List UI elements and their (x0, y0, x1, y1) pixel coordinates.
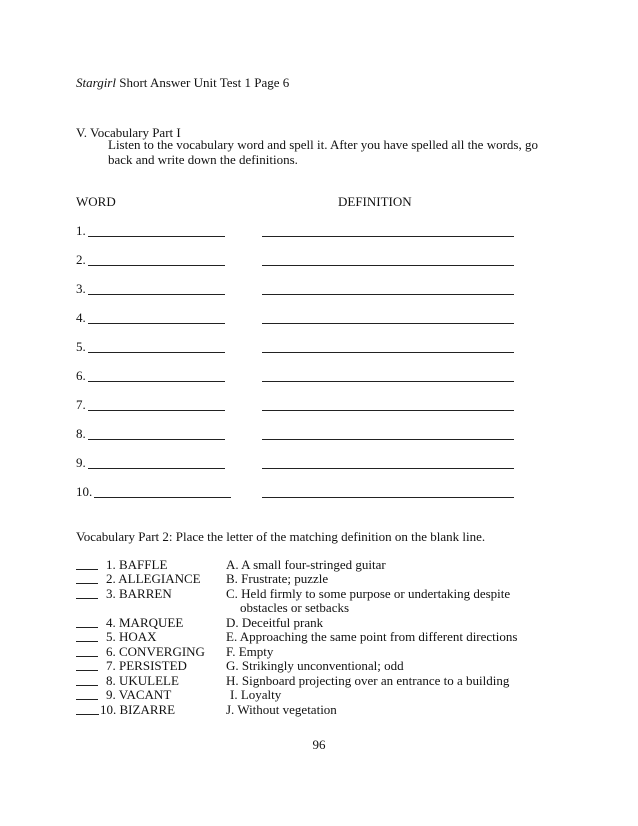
word-blank[interactable] (88, 381, 225, 382)
page-title (76, 76, 289, 91)
definition: J. Without vegetation (226, 702, 337, 717)
answer-blank[interactable] (76, 569, 98, 570)
definition: G. Strikingly unconventional; odd (226, 658, 404, 673)
answer-blank[interactable] (76, 656, 98, 657)
answer-blank[interactable] (76, 699, 98, 700)
word-blank[interactable] (94, 497, 231, 498)
matching-row (76, 558, 536, 572)
vocab-row (76, 456, 516, 474)
word-blank[interactable] (88, 468, 225, 469)
term: 8. UKULELE (106, 673, 179, 688)
item-number: 2. (76, 252, 86, 267)
page-number: 96 (312, 737, 326, 752)
answer-blank[interactable] (76, 598, 98, 599)
vocab-row (76, 369, 516, 387)
word-blank[interactable] (88, 323, 225, 324)
word-blank[interactable] (88, 410, 225, 411)
test-title: Short Answer Unit Test 1 Page 6 (115, 75, 290, 90)
definition-blank[interactable] (262, 439, 514, 440)
term: 4. MARQUEE (106, 615, 184, 630)
definition: H. Signboard projecting over an entrance to a building (226, 673, 510, 688)
definition: I. Loyalty (230, 687, 282, 702)
term: 5. HOAX (106, 629, 157, 644)
instructions: Listen to the vocabulary word and spell it. After you have spelled all the words, go back and write down the definitions. (108, 137, 538, 167)
term: 9. VACANT (106, 687, 172, 702)
definition: A. A small four-stringed guitar (226, 557, 386, 572)
answer-blank[interactable] (76, 583, 98, 584)
definition-blank[interactable] (262, 497, 514, 498)
vocab-row (76, 427, 516, 445)
word-blank[interactable] (88, 439, 225, 440)
definition: B. Frustrate; puzzle (226, 571, 329, 586)
definition-blank[interactable] (262, 236, 514, 237)
item-number: 9. (76, 455, 86, 470)
answer-blank[interactable] (76, 685, 98, 686)
definition: F. Empty (226, 644, 274, 659)
matching-row (76, 630, 536, 644)
term: 10. BIZARRE (100, 702, 176, 717)
section-heading: Vocabulary Part 2: Place the letter of the matching definition on the blank line. (76, 529, 486, 544)
definition: C. Held firmly to some purpose or undertaking despite (226, 586, 511, 601)
matching-row (76, 659, 536, 673)
definition-blank[interactable] (262, 352, 514, 353)
item-number: 10. (76, 484, 93, 499)
definition-blank[interactable] (262, 468, 514, 469)
word-blank[interactable] (88, 352, 225, 353)
item-number: 8. (76, 426, 86, 441)
matching-row (76, 572, 536, 586)
term: 7. PERSISTED (106, 658, 187, 673)
term: 3. BARREN (106, 586, 172, 601)
word-blank[interactable] (88, 236, 225, 237)
vocab-row (76, 224, 516, 242)
section-heading: V. Vocabulary Part I (76, 125, 181, 140)
word-blank[interactable] (88, 294, 225, 295)
item-number: 4. (76, 310, 86, 325)
vocab-row (76, 485, 516, 503)
definition-blank[interactable] (262, 265, 514, 266)
answer-blank[interactable] (76, 641, 98, 642)
definition-blank[interactable] (262, 294, 514, 295)
term: 1. BAFFLE (106, 557, 168, 572)
matching-row-continuation (76, 601, 536, 615)
vocab-row (76, 282, 516, 300)
definition-blank[interactable] (262, 410, 514, 411)
term: 6. CONVERGING (106, 644, 205, 659)
answer-blank[interactable] (76, 670, 98, 671)
definition: D. Deceitful prank (226, 615, 324, 630)
definition-column-header: DEFINITION (338, 194, 412, 209)
book-title: Stargirl (76, 75, 116, 90)
matching-row (76, 674, 536, 688)
item-number: 6. (76, 368, 86, 383)
answer-blank[interactable] (76, 714, 99, 715)
item-number: 3. (76, 281, 86, 296)
item-number: 7. (76, 397, 86, 412)
matching-row (76, 688, 536, 702)
word-blank[interactable] (88, 265, 225, 266)
matching-row (76, 616, 536, 630)
vocab-row (76, 340, 516, 358)
vocab-row (76, 311, 516, 329)
matching-row (76, 587, 536, 601)
term: 2. ALLEGIANCE (106, 571, 201, 586)
matching-row (76, 703, 536, 717)
item-number: 5. (76, 339, 86, 354)
definition-blank[interactable] (262, 381, 514, 382)
vocab-row (76, 398, 516, 416)
definition-continuation: obstacles or setbacks (240, 600, 350, 615)
matching-row (76, 645, 536, 659)
definition: E. Approaching the same point from different directions (226, 629, 518, 644)
answer-blank[interactable] (76, 627, 98, 628)
vocab-row (76, 253, 516, 271)
word-column-header: WORD (76, 194, 116, 209)
item-number: 1. (76, 223, 86, 238)
definition-blank[interactable] (262, 323, 514, 324)
